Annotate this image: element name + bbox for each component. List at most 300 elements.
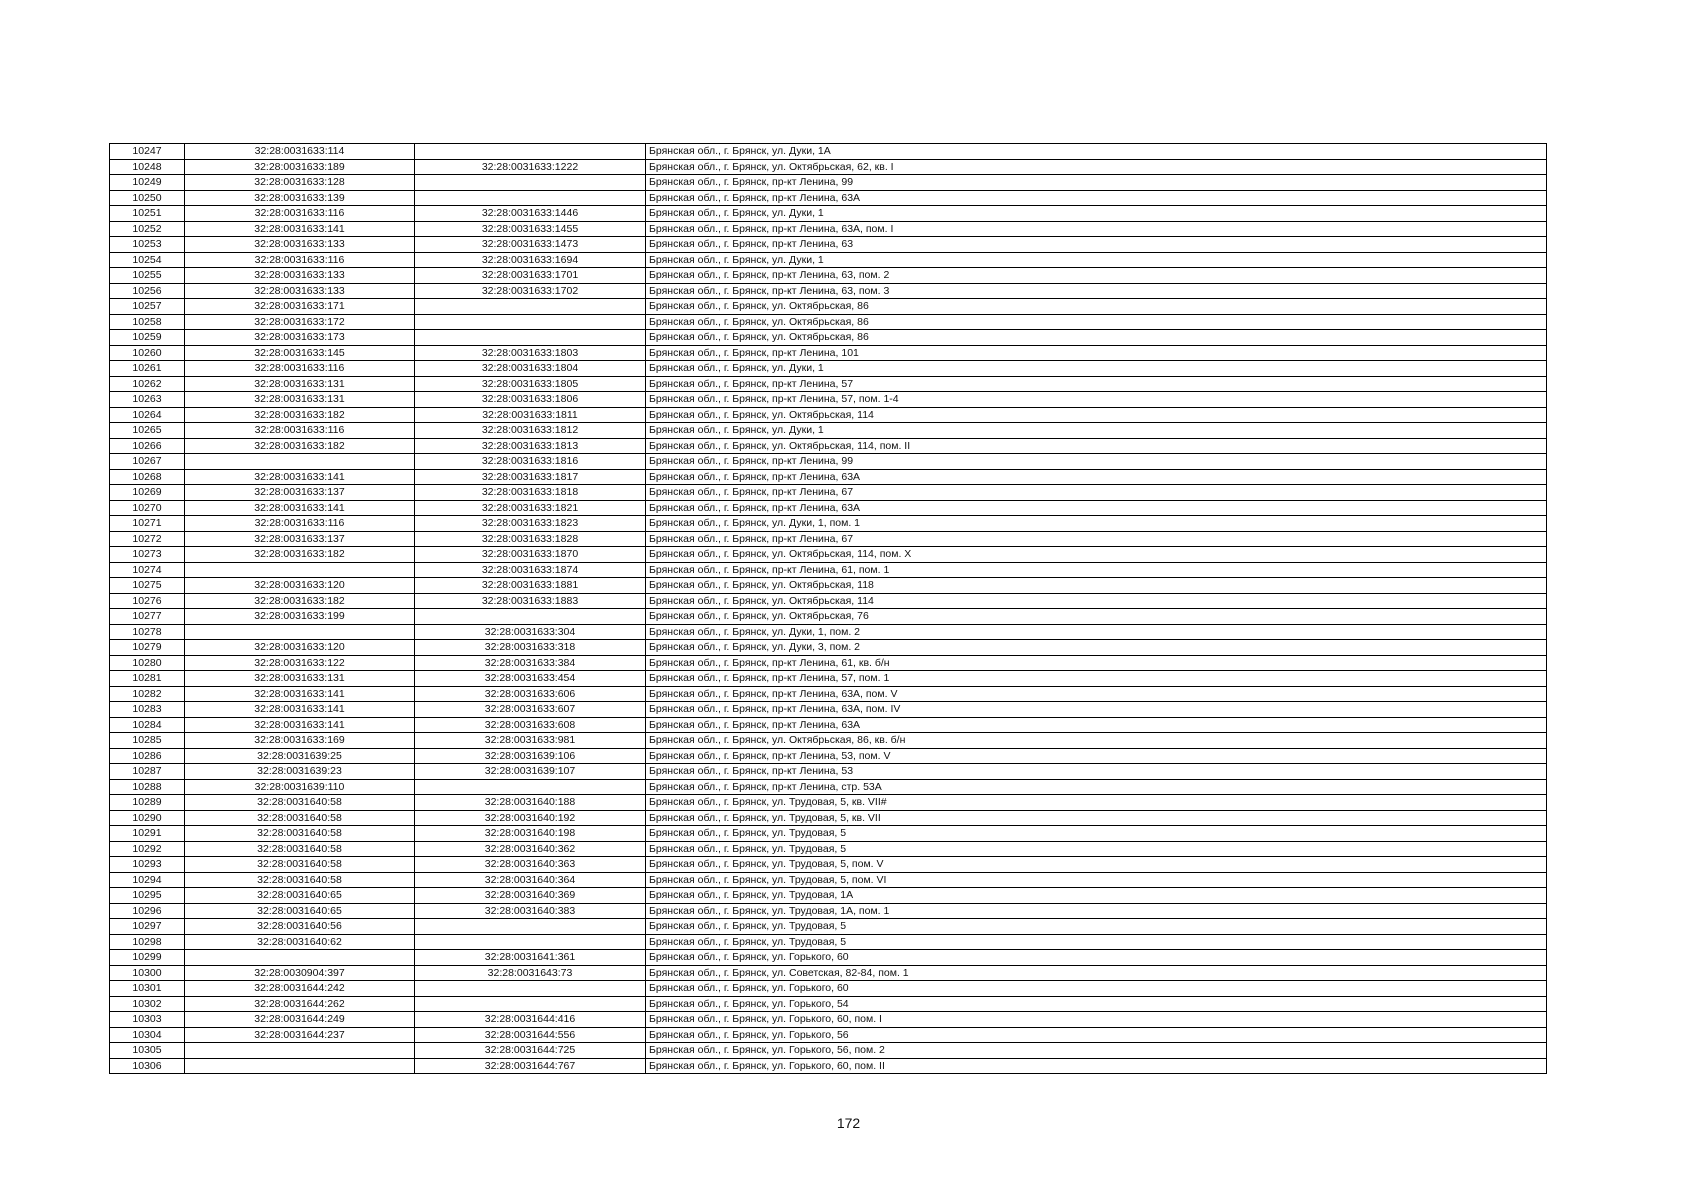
table-row [110,624,1547,640]
row-number-cell: 10265 [110,423,185,439]
row-number-cell: 10295 [110,888,185,904]
cadastral-number-cell: 32:28:0031633:141 [185,717,415,733]
object-number-cell: 32:28:0031640:364 [415,872,646,888]
page-number: 172 [836,1115,861,1131]
table-row [110,438,1547,454]
table-row [110,919,1547,935]
table-row [110,252,1547,268]
address-cell: Брянская обл., г. Брянск, ул. Трудовая, 5 [646,934,1547,950]
row-number-cell: 10261 [110,361,185,377]
cadastral-number-cell: 32:28:0031633:114 [185,144,415,160]
object-number-cell: 32:28:0031633:1701 [415,268,646,284]
object-number-cell: 32:28:0031633:1818 [415,485,646,501]
address-cell: Брянская обл., г. Брянск, ул. Трудовая, 5, кв. VII [646,810,1547,826]
row-number-cell: 10285 [110,733,185,749]
row-number-cell: 10301 [110,981,185,997]
row-number-cell: 10249 [110,175,185,191]
cadastral-number-cell: 32:28:0031633:133 [185,237,415,253]
object-number-cell: 32:28:0031633:1821 [415,500,646,516]
cadastral-number-cell: 32:28:0031633:189 [185,159,415,175]
row-number-cell: 10260 [110,345,185,361]
object-number-cell [415,314,646,330]
address-cell: Брянская обл., г. Брянск, ул. Трудовая, 5 [646,919,1547,935]
cadastral-number-cell: 32:28:0031640:58 [185,872,415,888]
row-number-cell: 10279 [110,640,185,656]
table-row [110,655,1547,671]
cadastral-number-cell: 32:28:0031640:56 [185,919,415,935]
table-row [110,981,1547,997]
address-cell: Брянская обл., г. Брянск, ул. Горького, 60, пом. II [646,1058,1547,1074]
table-row [110,996,1547,1012]
row-number-cell: 10288 [110,779,185,795]
cadastral-number-cell: 32:28:0031639:23 [185,764,415,780]
row-number-cell: 10277 [110,609,185,625]
address-cell: Брянская обл., г. Брянск, ул. Советская, 82-84, пом. 1 [646,965,1547,981]
table-row [110,562,1547,578]
table-row [110,206,1547,222]
table-row [110,717,1547,733]
object-number-cell: 32:28:0031633:304 [415,624,646,640]
row-number-cell: 10262 [110,376,185,392]
row-number-cell: 10259 [110,330,185,346]
address-cell: Брянская обл., г. Брянск, пр-кт Ленина, 63А, пом. V [646,686,1547,702]
row-number-cell: 10252 [110,221,185,237]
cadastral-number-cell: 32:28:0031633:131 [185,376,415,392]
table-row [110,795,1547,811]
table-row [110,1027,1547,1043]
table-row [110,903,1547,919]
row-number-cell: 10303 [110,1012,185,1028]
cadastral-number-cell: 32:28:0031633:141 [185,500,415,516]
table-row [110,361,1547,377]
table-row [110,516,1547,532]
object-number-cell: 32:28:0031633:318 [415,640,646,656]
cadastral-number-cell: 32:28:0031640:58 [185,826,415,842]
cadastral-number-cell: 32:28:0031633:133 [185,283,415,299]
address-cell: Брянская обл., г. Брянск, ул. Трудовая, 5, пом. V [646,857,1547,873]
address-cell: Брянская обл., г. Брянск, ул. Октябрьская, 114 [646,593,1547,609]
object-number-cell [415,919,646,935]
object-number-cell [415,934,646,950]
table-row [110,144,1547,160]
cadastral-number-cell: 32:28:0031639:25 [185,748,415,764]
address-cell: Брянская обл., г. Брянск, ул. Дуки, 1 [646,361,1547,377]
object-number-cell: 32:28:0031633:1813 [415,438,646,454]
cadastral-number-cell: 32:28:0031633:137 [185,485,415,501]
cadastral-number-cell: 32:28:0031633:139 [185,190,415,206]
cadastral-number-cell: 32:28:0031633:172 [185,314,415,330]
row-number-cell: 10256 [110,283,185,299]
table-row [110,702,1547,718]
row-number-cell: 10298 [110,934,185,950]
row-number-cell: 10293 [110,857,185,873]
row-number-cell: 10274 [110,562,185,578]
table-row [110,469,1547,485]
table-row [110,423,1547,439]
row-number-cell: 10250 [110,190,185,206]
row-number-cell: 10286 [110,748,185,764]
row-number-cell: 10266 [110,438,185,454]
object-number-cell [415,996,646,1012]
row-number-cell: 10267 [110,454,185,470]
object-number-cell: 32:28:0031633:1870 [415,547,646,563]
address-cell: Брянская обл., г. Брянск, пр-кт Ленина, 67 [646,485,1547,501]
address-cell: Брянская обл., г. Брянск, пр-кт Ленина, стр. 53А [646,779,1547,795]
row-number-cell: 10283 [110,702,185,718]
address-cell: Брянская обл., г. Брянск, ул. Дуки, 1 [646,252,1547,268]
cadastral-number-cell: 32:28:0031633:131 [185,392,415,408]
registry-table-body [110,144,1547,1074]
object-number-cell: 32:28:0031633:1812 [415,423,646,439]
cadastral-number-cell: 32:28:0031633:116 [185,516,415,532]
cadastral-number-cell: 32:28:0031633:141 [185,686,415,702]
row-number-cell: 10254 [110,252,185,268]
object-number-cell: 32:28:0031633:1874 [415,562,646,578]
object-number-cell: 32:28:0031633:1446 [415,206,646,222]
object-number-cell: 32:28:0031641:361 [415,950,646,966]
row-number-cell: 10280 [110,655,185,671]
cadastral-number-cell: 32:28:0031639:110 [185,779,415,795]
address-cell: Брянская обл., г. Брянск, пр-кт Ленина, 61, пом. 1 [646,562,1547,578]
address-cell: Брянская обл., г. Брянск, ул. Октябрьская, 114, пом. II [646,438,1547,454]
table-row [110,826,1547,842]
object-number-cell [415,779,646,795]
address-cell: Брянская обл., г. Брянск, ул. Трудовая, 1А [646,888,1547,904]
row-number-cell: 10251 [110,206,185,222]
cadastral-number-cell: 32:28:0031633:169 [185,733,415,749]
registry-table [109,143,1547,1074]
object-number-cell: 32:28:0031644:725 [415,1043,646,1059]
table-row [110,965,1547,981]
object-number-cell: 32:28:0031633:1883 [415,593,646,609]
table-row [110,407,1547,423]
cadastral-number-cell: 32:28:0031640:58 [185,795,415,811]
table-row [110,872,1547,888]
object-number-cell: 32:28:0031639:107 [415,764,646,780]
address-cell: Брянская обл., г. Брянск, пр-кт Ленина, 63А, пом. IV [646,702,1547,718]
table-row [110,686,1547,702]
row-number-cell: 10300 [110,965,185,981]
cadastral-number-cell: 32:28:0031644:249 [185,1012,415,1028]
table-row [110,299,1547,315]
cadastral-number-cell [185,562,415,578]
cadastral-number-cell: 32:28:0031633:120 [185,640,415,656]
object-number-cell: 32:28:0031633:1803 [415,345,646,361]
row-number-cell: 10282 [110,686,185,702]
table-row [110,593,1547,609]
row-number-cell: 10299 [110,950,185,966]
row-number-cell: 10296 [110,903,185,919]
cadastral-number-cell: 32:28:0031633:199 [185,609,415,625]
address-cell: Брянская обл., г. Брянск, ул. Дуки, 1, пом. 2 [646,624,1547,640]
row-number-cell: 10291 [110,826,185,842]
cadastral-number-cell: 32:28:0031633:141 [185,469,415,485]
row-number-cell: 10272 [110,531,185,547]
row-number-cell: 10247 [110,144,185,160]
row-number-cell: 10248 [110,159,185,175]
address-cell: Брянская обл., г. Брянск, ул. Горького, 60 [646,950,1547,966]
table-row [110,237,1547,253]
object-number-cell: 32:28:0031633:1473 [415,237,646,253]
address-cell: Брянская обл., г. Брянск, пр-кт Ленина, 63, пом. 2 [646,268,1547,284]
address-cell: Брянская обл., г. Брянск, ул. Горького, 60, пом. I [646,1012,1547,1028]
address-cell: Брянская обл., г. Брянск, ул. Трудовая, 5 [646,826,1547,842]
row-number-cell: 10264 [110,407,185,423]
cadastral-number-cell: 32:28:0031640:58 [185,841,415,857]
cadastral-number-cell: 32:28:0031633:141 [185,702,415,718]
object-number-cell: 32:28:0031640:198 [415,826,646,842]
table-row [110,640,1547,656]
address-cell: Брянская обл., г. Брянск, пр-кт Ленина, 57, пом. 1-4 [646,392,1547,408]
cadastral-number-cell [185,1058,415,1074]
cadastral-number-cell: 32:28:0031644:237 [185,1027,415,1043]
table-row [110,175,1547,191]
address-cell: Брянская обл., г. Брянск, ул. Октябрьская, 118 [646,578,1547,594]
object-number-cell: 32:28:0031643:73 [415,965,646,981]
table-row [110,578,1547,594]
address-cell: Брянская обл., г. Брянск, ул. Трудовая, 5 [646,841,1547,857]
address-cell: Брянская обл., г. Брянск, ул. Горького, 56, пом. 2 [646,1043,1547,1059]
address-cell: Брянская обл., г. Брянск, ул. Октябрьская, 86 [646,299,1547,315]
object-number-cell: 32:28:0031640:363 [415,857,646,873]
object-number-cell: 32:28:0031633:981 [415,733,646,749]
cadastral-number-cell [185,950,415,966]
object-number-cell [415,981,646,997]
table-row [110,190,1547,206]
object-number-cell [415,175,646,191]
address-cell: Брянская обл., г. Брянск, ул. Дуки, 1А [646,144,1547,160]
object-number-cell: 32:28:0031633:1222 [415,159,646,175]
table-row [110,779,1547,795]
object-number-cell: 32:28:0031633:1694 [415,252,646,268]
table-row [110,547,1547,563]
address-cell: Брянская обл., г. Брянск, пр-кт Ленина, 53, пом. V [646,748,1547,764]
address-cell: Брянская обл., г. Брянск, ул. Дуки, 3, пом. 2 [646,640,1547,656]
cadastral-number-cell: 32:28:0031640:62 [185,934,415,950]
address-cell: Брянская обл., г. Брянск, пр-кт Ленина, 61, кв. б/н [646,655,1547,671]
object-number-cell: 32:28:0031633:1823 [415,516,646,532]
object-number-cell: 32:28:0031640:362 [415,841,646,857]
address-cell: Брянская обл., г. Брянск, ул. Трудовая, 5, кв. VII# [646,795,1547,811]
object-number-cell: 32:28:0031633:1806 [415,392,646,408]
table-row [110,671,1547,687]
row-number-cell: 10284 [110,717,185,733]
row-number-cell: 10304 [110,1027,185,1043]
table-row [110,376,1547,392]
table-row [110,345,1547,361]
table-row [110,500,1547,516]
address-cell: Брянская обл., г. Брянск, ул. Трудовая, 1А, пом. 1 [646,903,1547,919]
address-cell: Брянская обл., г. Брянск, ул. Октябрьская, 114, пом. X [646,547,1547,563]
row-number-cell: 10290 [110,810,185,826]
row-number-cell: 10257 [110,299,185,315]
object-number-cell: 32:28:0031633:1817 [415,469,646,485]
object-number-cell: 32:28:0031644:416 [415,1012,646,1028]
address-cell: Брянская обл., г. Брянск, ул. Октябрьская, 62, кв. I [646,159,1547,175]
object-number-cell [415,144,646,160]
object-number-cell: 32:28:0031640:369 [415,888,646,904]
cadastral-number-cell: 32:28:0031644:262 [185,996,415,1012]
object-number-cell: 32:28:0031633:1804 [415,361,646,377]
table-row [110,841,1547,857]
cadastral-number-cell: 32:28:0031633:171 [185,299,415,315]
cadastral-number-cell: 32:28:0031633:116 [185,423,415,439]
row-number-cell: 10306 [110,1058,185,1074]
address-cell: Брянская обл., г. Брянск, пр-кт Ленина, 99 [646,175,1547,191]
address-cell: Брянская обл., г. Брянск, ул. Горького, 54 [646,996,1547,1012]
address-cell: Брянская обл., г. Брянск, пр-кт Ленина, 63, пом. 3 [646,283,1547,299]
row-number-cell: 10253 [110,237,185,253]
row-number-cell: 10281 [110,671,185,687]
row-number-cell: 10275 [110,578,185,594]
table-row [110,934,1547,950]
object-number-cell: 32:28:0031633:1816 [415,454,646,470]
row-number-cell: 10305 [110,1043,185,1059]
cadastral-number-cell: 32:28:0031633:133 [185,268,415,284]
table-row [110,1043,1547,1059]
object-number-cell: 32:28:0031633:1811 [415,407,646,423]
cadastral-number-cell: 32:28:0030904:397 [185,965,415,981]
table-row [110,221,1547,237]
row-number-cell: 10297 [110,919,185,935]
table-row [110,888,1547,904]
cadastral-number-cell: 32:28:0031640:65 [185,903,415,919]
table-row [110,609,1547,625]
table-row [110,392,1547,408]
object-number-cell: 32:28:0031633:384 [415,655,646,671]
row-number-cell: 10263 [110,392,185,408]
cadastral-number-cell: 32:28:0031633:173 [185,330,415,346]
address-cell: Брянская обл., г. Брянск, пр-кт Ленина, 63 [646,237,1547,253]
table-row [110,485,1547,501]
object-number-cell: 32:28:0031633:454 [415,671,646,687]
address-cell: Брянская обл., г. Брянск, ул. Октябрьская, 86 [646,330,1547,346]
address-cell: Брянская обл., г. Брянск, ул. Горького, 56 [646,1027,1547,1043]
row-number-cell: 10268 [110,469,185,485]
cadastral-number-cell [185,454,415,470]
row-number-cell: 10273 [110,547,185,563]
cadastral-number-cell: 32:28:0031633:116 [185,361,415,377]
table-row [110,159,1547,175]
object-number-cell: 32:28:0031644:556 [415,1027,646,1043]
cadastral-number-cell: 32:28:0031633:145 [185,345,415,361]
cadastral-number-cell: 32:28:0031633:141 [185,221,415,237]
object-number-cell [415,299,646,315]
address-cell: Брянская обл., г. Брянск, ул. Дуки, 1, пом. 1 [646,516,1547,532]
table-row [110,733,1547,749]
object-number-cell: 32:28:0031633:1455 [415,221,646,237]
object-number-cell: 32:28:0031639:106 [415,748,646,764]
cadastral-number-cell: 32:28:0031633:137 [185,531,415,547]
table-row [110,1058,1547,1074]
cadastral-number-cell: 32:28:0031633:122 [185,655,415,671]
cadastral-number-cell: 32:28:0031633:116 [185,252,415,268]
address-cell: Брянская обл., г. Брянск, пр-кт Ленина, 101 [646,345,1547,361]
table-row [110,857,1547,873]
object-number-cell: 32:28:0031633:606 [415,686,646,702]
row-number-cell: 10292 [110,841,185,857]
address-cell: Брянская обл., г. Брянск, ул. Октябрьская, 86 [646,314,1547,330]
object-number-cell: 32:28:0031633:1702 [415,283,646,299]
object-number-cell: 32:28:0031644:767 [415,1058,646,1074]
cadastral-number-cell: 32:28:0031633:128 [185,175,415,191]
cadastral-number-cell: 32:28:0031633:182 [185,547,415,563]
cadastral-number-cell: 32:28:0031640:58 [185,810,415,826]
object-number-cell [415,330,646,346]
row-number-cell: 10269 [110,485,185,501]
cadastral-number-cell: 32:28:0031633:131 [185,671,415,687]
table-row [110,454,1547,470]
row-number-cell: 10278 [110,624,185,640]
cadastral-number-cell [185,1043,415,1059]
cadastral-number-cell [185,624,415,640]
table-row [110,748,1547,764]
row-number-cell: 10255 [110,268,185,284]
table-row [110,283,1547,299]
object-number-cell [415,190,646,206]
cadastral-number-cell: 32:28:0031640:65 [185,888,415,904]
table-row [110,268,1547,284]
cadastral-number-cell: 32:28:0031633:116 [185,206,415,222]
row-number-cell: 10287 [110,764,185,780]
object-number-cell [415,609,646,625]
table-row [110,314,1547,330]
row-number-cell: 10276 [110,593,185,609]
address-cell: Брянская обл., г. Брянск, ул. Октябрьская, 86, кв. б/н [646,733,1547,749]
object-number-cell: 32:28:0031633:1828 [415,531,646,547]
object-number-cell: 32:28:0031640:188 [415,795,646,811]
address-cell: Брянская обл., г. Брянск, пр-кт Ленина, 57, пом. 1 [646,671,1547,687]
cadastral-number-cell: 32:28:0031640:58 [185,857,415,873]
row-number-cell: 10289 [110,795,185,811]
table-row [110,330,1547,346]
object-number-cell: 32:28:0031633:607 [415,702,646,718]
address-cell: Брянская обл., г. Брянск, пр-кт Ленина, 53 [646,764,1547,780]
row-number-cell: 10258 [110,314,185,330]
object-number-cell: 32:28:0031640:383 [415,903,646,919]
cadastral-number-cell: 32:28:0031644:242 [185,981,415,997]
object-number-cell: 32:28:0031633:1881 [415,578,646,594]
address-cell: Брянская обл., г. Брянск, пр-кт Ленина, 63А [646,717,1547,733]
address-cell: Брянская обл., г. Брянск, пр-кт Ленина, 63А [646,190,1547,206]
table-row [110,810,1547,826]
address-cell: Брянская обл., г. Брянск, ул. Октябрьская, 114 [646,407,1547,423]
row-number-cell: 10271 [110,516,185,532]
address-cell: Брянская обл., г. Брянск, пр-кт Ленина, 67 [646,531,1547,547]
address-cell: Брянская обл., г. Брянск, ул. Октябрьская, 76 [646,609,1547,625]
cadastral-number-cell: 32:28:0031633:182 [185,407,415,423]
row-number-cell: 10270 [110,500,185,516]
table-row [110,531,1547,547]
cadastral-number-cell: 32:28:0031633:182 [185,593,415,609]
object-number-cell: 32:28:0031633:608 [415,717,646,733]
address-cell: Брянская обл., г. Брянск, ул. Дуки, 1 [646,206,1547,222]
address-cell: Брянская обл., г. Брянск, пр-кт Ленина, 99 [646,454,1547,470]
cadastral-number-cell: 32:28:0031633:120 [185,578,415,594]
table-row [110,1012,1547,1028]
object-number-cell: 32:28:0031640:192 [415,810,646,826]
row-number-cell: 10302 [110,996,185,1012]
address-cell: Брянская обл., г. Брянск, пр-кт Ленина, 57 [646,376,1547,392]
address-cell: Брянская обл., г. Брянск, пр-кт Ленина, 63А [646,469,1547,485]
table-row [110,950,1547,966]
table-row [110,764,1547,780]
address-cell: Брянская обл., г. Брянск, пр-кт Ленина, 63А, пом. I [646,221,1547,237]
address-cell: Брянская обл., г. Брянск, ул. Горького, 60 [646,981,1547,997]
cadastral-number-cell: 32:28:0031633:182 [185,438,415,454]
object-number-cell: 32:28:0031633:1805 [415,376,646,392]
address-cell: Брянская обл., г. Брянск, ул. Трудовая, 5, пом. VI [646,872,1547,888]
